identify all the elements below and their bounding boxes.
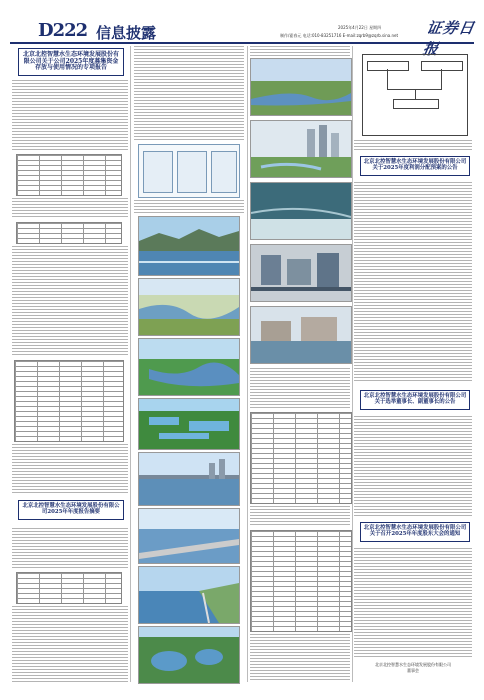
- article-headline: 北京北控智慧水生态环境发展股份有限公司2025年年度报告摘要: [22, 503, 120, 515]
- body-text: [250, 634, 350, 682]
- body-text: [354, 140, 472, 150]
- photo-city-park: [250, 120, 352, 178]
- column-divider: [352, 46, 353, 682]
- body-text: [354, 182, 472, 382]
- signoff: [354, 662, 472, 674]
- body-text: [12, 528, 128, 568]
- body-text: [354, 548, 472, 658]
- article-headline: 北京北控智慧水生态环境发展股份有限公司关于公司2025年度募集资金存放与使用情况的专项报告: [22, 51, 119, 72]
- photo-waterfront-town: [250, 306, 352, 364]
- body-text: [250, 368, 350, 408]
- article-headline-box: [360, 522, 470, 542]
- data-table: [250, 412, 352, 504]
- photo-pipe-facility: [250, 244, 352, 302]
- process-diagram: [138, 144, 240, 198]
- body-text: [12, 606, 128, 682]
- article-headline-box: [18, 48, 124, 76]
- photo-aerial-lakes: [138, 626, 240, 684]
- body-text: [134, 200, 244, 214]
- photo-river-valley: [250, 58, 352, 116]
- column-divider: [247, 46, 248, 682]
- article-headline: 北京北控智慧水生态环境发展股份有限公司关于2025年度利润分配预案的公告: [363, 159, 467, 171]
- data-table: [250, 530, 352, 632]
- signoff-company: 北京北控智慧水生态环境发展股份有限公司: [375, 662, 451, 667]
- photo-wetland-river: [138, 278, 240, 336]
- signoff-board: 董事会: [407, 668, 419, 673]
- data-table: [16, 572, 122, 604]
- article-headline-box: [360, 156, 470, 176]
- column-3: [250, 46, 350, 686]
- article-headline-box: [18, 500, 124, 520]
- data-table: [16, 222, 122, 244]
- page-number: D222: [38, 20, 88, 41]
- newspaper-logo: 证券日报: [421, 19, 477, 58]
- column-2: [134, 46, 244, 686]
- data-table: [14, 360, 124, 442]
- photo-coastline: [138, 566, 240, 624]
- body-text: [354, 416, 472, 516]
- body-text: [134, 46, 244, 140]
- body-text: [12, 246, 128, 356]
- body-text: [12, 198, 128, 218]
- column-4: [354, 46, 472, 686]
- photo-lake-mountains: [138, 216, 240, 276]
- article-headline: 北京北控智慧水生态环境发展股份有限公司关于召开2025年年度股东大会的通知: [363, 525, 467, 537]
- body-text: [12, 444, 128, 494]
- editor-line: 制作/霍春元 电话:010-83251716 E-mail:zqrb9@zqrb.sina.net: [280, 33, 399, 38]
- photo-bridge-city: [138, 452, 240, 506]
- masthead: [10, 8, 477, 58]
- photo-embankment: [138, 508, 240, 564]
- column-1: [12, 46, 128, 686]
- article-headline: 北京北控智慧水生态环境发展股份有限公司关于选举董事长、副董事长的公告: [363, 393, 467, 405]
- dateline: 2025年4月22日 星期四: [338, 25, 382, 30]
- body-text: [12, 80, 128, 150]
- column-divider: [130, 46, 131, 682]
- body-text: [250, 506, 350, 526]
- section-title: 信息披露: [96, 24, 157, 42]
- body-text: [250, 46, 350, 56]
- data-table: [16, 154, 122, 196]
- photo-water-surface: [250, 182, 352, 240]
- photo-green-wetland: [138, 338, 240, 396]
- structure-diagram: [362, 54, 468, 136]
- article-headline-box: [360, 390, 470, 410]
- photo-water-fields: [138, 398, 240, 450]
